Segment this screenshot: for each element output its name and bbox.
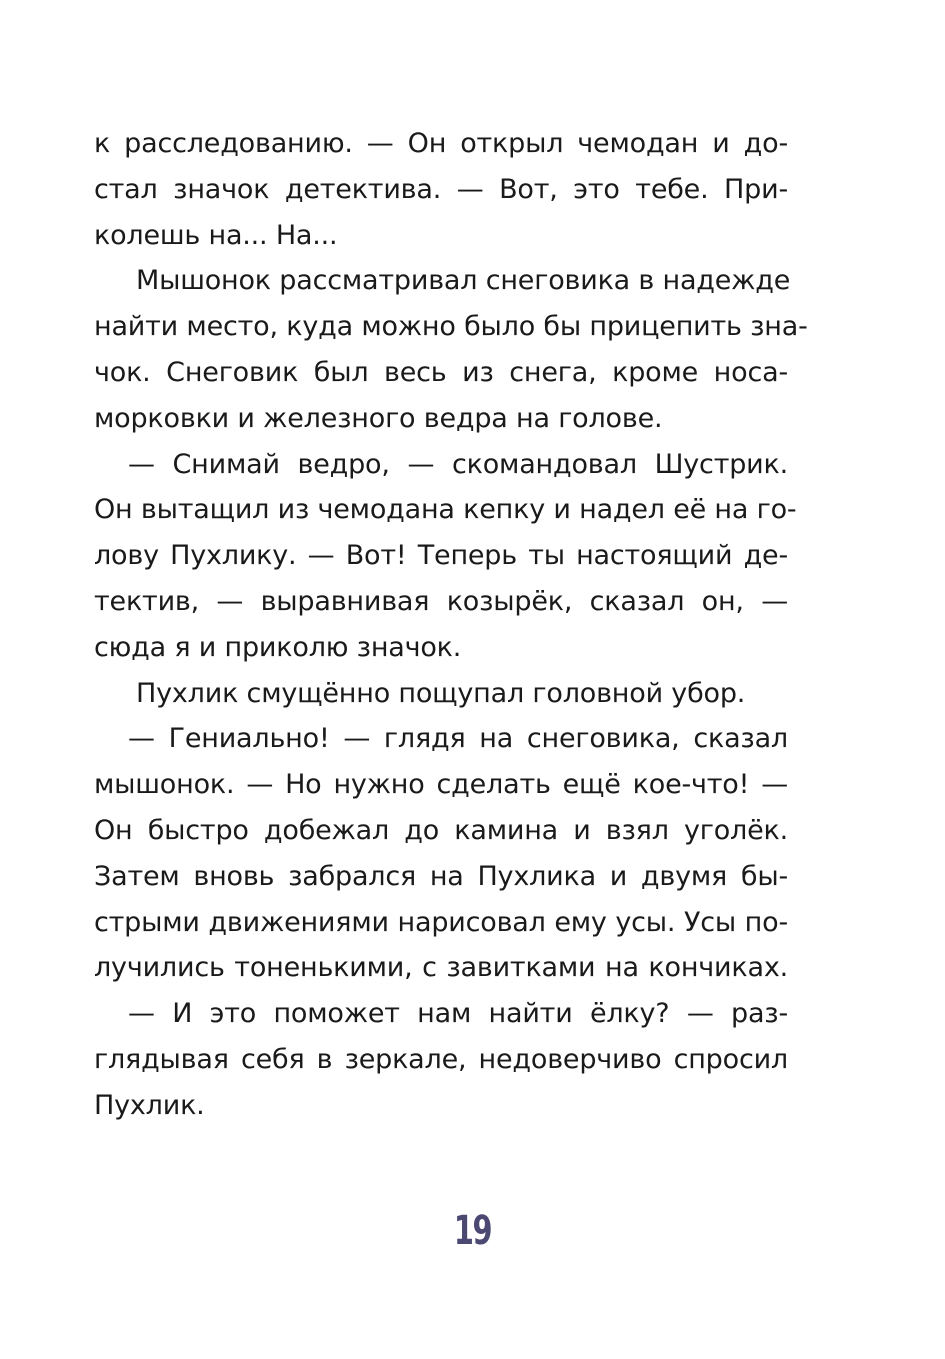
text-line-6: чок. Снеговик был весь из снега, кроме носа- [94,356,788,388]
text-line-3: колешь на... На... [94,219,338,251]
text-line-13: Пухлик смущённо пощупал головной убор. [136,677,746,709]
body-text [94,121,808,1129]
text-line-9: Он вытащил из чемодана кепку и надел её на го- [94,494,797,526]
text-line-2: стал значок детектива. — Вот, это тебе. При- [94,173,788,205]
text-line-19: лучились тоненькими, с завитками на кончиках. [94,952,788,984]
text-line-7: морковки и железного ведра на голове. [94,402,663,434]
text-line-5: найти место, куда можно было бы прицепить зна- [94,311,808,343]
text-line-1: к расследованию. — Он открыл чемодан и до- [94,128,788,159]
text-line-4: Мышонок рассматривал снеговика в надежде [136,265,791,297]
text-line-10: лову Пухлику. — Вот! Теперь ты настоящий де- [94,540,788,572]
text-line-18: стрыми движениями нарисовал ему усы. Усы по- [94,906,788,938]
text-line-11: тектив, — выравнивая козырёк, сказал он, — [94,585,788,617]
text-line-20: — И это поможет нам найти ёлку? — раз- [128,998,788,1030]
text-line-15: мышонок. — Но нужно сделать ещё кое-что! — [94,769,788,801]
text-line-16: Он быстро добежал до камина и взял уголёк. [94,814,788,846]
text-line-12: сюда я и приколю значок. [94,631,462,663]
text-line-22: Пухлик. [94,1089,205,1121]
text-line-8: — Снимай ведро, — скомандовал Шустрик. [128,448,788,480]
text-line-14: — Гениально! — глядя на снеговика, сказал [128,723,788,755]
page-number: 19 [453,1208,492,1254]
text-line-21: глядывая себя в зеркале, недоверчиво спросил [94,1043,788,1075]
text-line-17: Затем вновь забрался на Пухлика и двумя бы- [94,860,788,892]
